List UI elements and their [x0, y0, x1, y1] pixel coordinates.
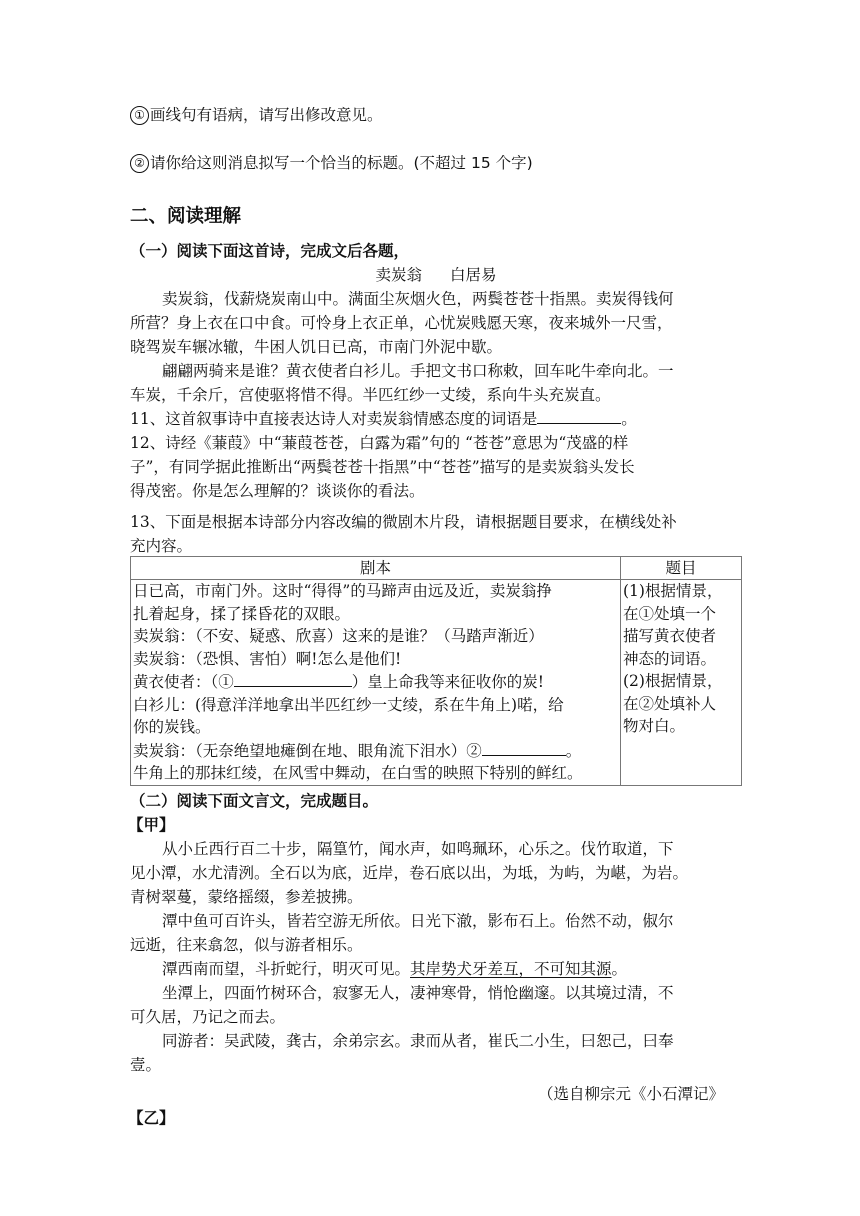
task-line: (2)根据情景，: [623, 672, 723, 690]
task-cell: [621, 580, 742, 786]
section-heading: 二、阅读理解: [130, 206, 242, 227]
text-line-with-underline: 潭西南而望，斗折蛇行，明灭可见。其岸势犬牙差互，不可知其源。: [162, 960, 628, 978]
poem-author: 白居易: [450, 266, 497, 284]
poem-line: 车炭，千余斤，宫使驱将惜不得。半匹红纱一丈绫，系向牛头充炭直。: [130, 386, 611, 404]
question-text: 画线句有语病，请写出修改意见。: [150, 106, 383, 124]
task-line: 物对白。: [623, 717, 686, 735]
circled-marker: ①: [130, 106, 149, 125]
question-text: 请你给这则消息拟写一个恰当的标题。(不超过 15 个字): [150, 154, 533, 172]
poem-title: 卖炭翁: [375, 266, 422, 284]
question-1: [130, 103, 742, 127]
jia-label: 【甲】: [128, 815, 175, 834]
text-line: 坐潭上，四面竹树环合，寂寥无人，凄神寒骨，悄怆幽邃。以其境过清，不: [162, 984, 674, 1002]
text-line: 同游者：吴武陵，龚古，余弟宗玄。隶而从者，崔氏二小生，曰恕己，曰奉: [162, 1032, 674, 1050]
poem-line: 所营？身上衣在口中食。可怜身上衣正单，心忧炭贱愿天寒，夜来城外一尺雪，: [130, 314, 673, 332]
script-line: 卖炭翁：（恐惧、害怕）啊!怎么是他们!: [133, 649, 402, 668]
question-12-line: 得茂密。你是怎么理解的？谈谈你的看法。: [130, 482, 425, 500]
text-line: 可久居，乃记之而去。: [130, 1008, 286, 1026]
task-line: 在②处填补人: [623, 694, 717, 713]
question-12-line: 12、诗经《蒹葭》中“蒹葭苍苍，白露为霜”句的 “苍苍”意思为“茂盛的样: [130, 434, 629, 452]
script-line: 白衫儿：(得意洋洋地拿出半匹红纱一丈绫，系在牛角上)喏，给: [133, 695, 564, 714]
part1-instruction: （一）阅读下面这首诗，完成文后各题，: [130, 242, 410, 260]
answer-blank-2[interactable]: [482, 739, 566, 756]
poem-line: 晓驾炭车辗冰辙，牛困人饥日已高，市南门外泥中歇。: [130, 338, 503, 356]
question-12-line: 子”，有同学据此推断出“两鬓苍苍十指黑”中“苍苍”描写的是卖炭翁头发长: [130, 458, 635, 476]
table-header-script: 剧本: [131, 557, 621, 580]
text-line: 从小丘西行百二十步，隔篁竹，闻水声，如鸣珮环，心乐之。伐竹取道，下: [162, 840, 674, 858]
script-line: 日已高，市南门外。这时“得得”的马蹄声由远及近，卖炭翁挣: [133, 582, 552, 600]
underlined-sentence: 其岸势犬牙差互，不可知其源: [410, 960, 612, 978]
text-line: 见小潭，水尤清洌。全石以为底，近岸，卷石底以出，为坻，为屿，为嵁，为岩。: [130, 864, 689, 882]
text-line: 青树翠蔓，蒙络摇缀，参差披拂。: [130, 888, 363, 906]
text-line: 潭中鱼可百许头，皆若空游无所依。日光下澈，影布石上。佁然不动，俶尔: [162, 912, 674, 930]
script-line-with-blank-2: 卖炭翁：（无奈绝望地瘫倒在地、眼角流下泪水）② 。: [133, 739, 618, 763]
poem-title-line: [130, 263, 742, 287]
script-table: [130, 556, 742, 786]
script-cell: [131, 580, 621, 786]
poem-line: 翩翩两骑来是谁？黄衣使者白衫儿。手把文书口称敕，回车叱牛牵向北。一: [162, 362, 674, 380]
question-text: 11、这首叙事诗中直接表达诗人对卖炭翁情感态度的词语是: [130, 410, 538, 428]
script-line: 扎着起身，揉了揉昏花的双眼。: [133, 604, 351, 623]
task-line: 描写黄衣使者: [623, 627, 717, 645]
yi-label: 【乙】: [128, 1108, 175, 1127]
part2-instruction: （二）阅读下面文言文，完成题目。: [130, 792, 379, 810]
source-citation: （选自柳宗元《小石潭记》: [537, 1085, 724, 1103]
task-line: (1)根据情景，: [623, 582, 723, 600]
table-header-task: 题目: [621, 557, 742, 580]
question-13-line: 13、下面是根据本诗部分内容改编的微剧木片段，请根据题目要求，在横线处补: [130, 513, 677, 531]
script-line: 你的炭钱。: [133, 718, 211, 736]
task-line: 在①处填一个: [623, 604, 717, 623]
answer-blank-1[interactable]: [234, 670, 352, 687]
script-line: 牛角上的那抹红绫，在风雪中舞动，在白雪的映照下特别的鲜红。: [133, 764, 583, 782]
poem-line: 卖炭翁，伐薪烧炭南山中。满面尘灰烟火色，两鬓苍苍十指黑。卖炭得钱何: [162, 290, 674, 308]
script-line-with-blank-1: 黄衣使者：（① ）皇上命我等来征收你的炭!: [133, 670, 618, 694]
script-line: 卖炭翁：（不安、疑惑、欣喜）这来的是谁？（马踏声渐近）: [133, 627, 544, 645]
question-13-line: 充内容。: [130, 537, 193, 555]
question-11: 11、这首叙事诗中直接表达诗人对卖炭翁情感态度的词语是 。: [130, 407, 742, 431]
text-line: 远逝，往来翕忽，似与游者相乐。: [130, 936, 363, 954]
task-line: 神态的词语。: [623, 649, 717, 668]
circled-marker: ②: [130, 154, 149, 173]
text-line: 壹。: [130, 1056, 162, 1074]
question-2: [130, 151, 742, 175]
answer-blank[interactable]: [537, 407, 621, 424]
